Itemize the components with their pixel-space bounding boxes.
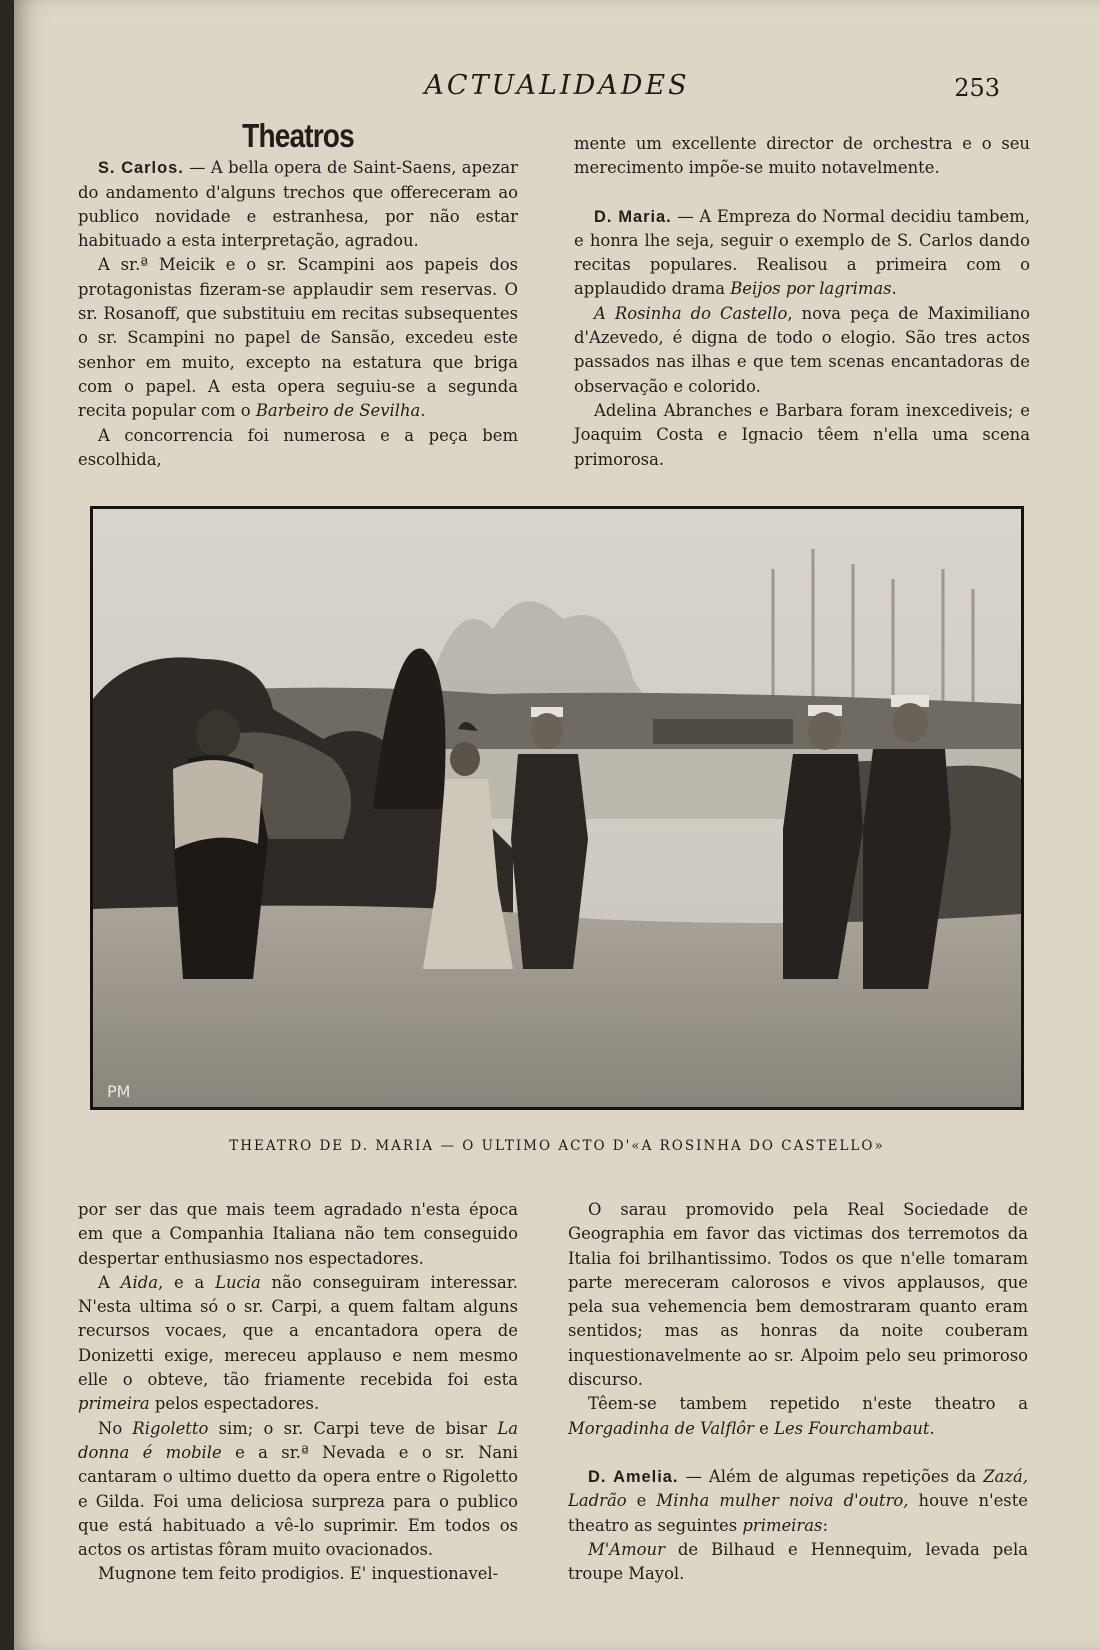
photographer-signature: PM bbox=[107, 1082, 131, 1101]
paragraph: A sr.ª Meicik e o sr. Scampini aos papeis dos protagonistas fizeram-se applaudir sem reservas. O sr. Rosanoff, que substituiu em recitas subsequentes o sr. Scampini no papel de Sansão, excedeu este senhor em muito, excepto na estatura que briga com o papel. A esta opera seguiu-se a segunda recita popular com o Barbeiro de Sevilha. bbox=[78, 255, 518, 421]
paragraph: S. Carlos. — A bella opera de Saint-Saens, apezar do andamento d'alguns trechos que offereceram ao publico novidade e estranhesa, por não estar habituado a esta interpretação, agradou. bbox=[78, 158, 518, 251]
column-left-top bbox=[78, 117, 518, 472]
magazine-page bbox=[14, 0, 1100, 1650]
paragraph: No Rigoletto sim; o sr. Carpi teve de bisar La donna é mobile e a sr.ª Nevada e o sr. Nani cantaram o ultimo duetto da opera entre o Rigoletto e Gilda. Foi uma deliciosa surpreza para o publico que está habituado a vê-lo suprimir. Em todos os actos os artistas fôram muito ovacionados. bbox=[78, 1418, 518, 1560]
paragraph: A Aida, e a Lucia não conseguiram interessar. N'esta ultima só o sr. Carpi, a quem faltam alguns recursos vocaes, que a encantadora opera de Donizetti exige, mereceu applauso e nem mesmo elle o obteve, tão friamente recebida foi esta primeira pelos espectadores. bbox=[78, 1272, 518, 1414]
column-right-bottom bbox=[568, 1198, 1028, 1586]
paragraph: A Rosinha do Castello, nova peça de Maximiliano d'Azevedo, é digna de todo o elogio. São tres actos passados nas ilhas e que tem scenas encantadoras de observação e colorido. bbox=[574, 303, 1030, 396]
section-head-d-maria: D. Maria. bbox=[594, 207, 672, 226]
paragraph: O sarau promovido pela Real Sociedade de Geographia em favor das victimas dos terremotos da Italia foi brilhantissimo. Todos os que n'elle tomaram parte mereceram calorosos e vivos applausos, que pela sua vehemencia bem demostraram quanto eram sentidos; mas as honras da noite couberam inquestionavelmente ao sr. Alpoim pelo seu primoroso discurso. bbox=[568, 1200, 1028, 1390]
paragraph: Adelina Abranches e Barbara foram inexcediveis; e Joaquim Costa e Ignacio têem n'ella uma scena primorosa. bbox=[574, 400, 1030, 469]
paragraph: por ser das que mais teem agradado n'esta época em que a Companhia Italiana não tem conseguido despertar enthusiasmo nos espectadores. bbox=[78, 1200, 518, 1268]
section-title: Theatros bbox=[242, 117, 354, 154]
paragraph: D. Maria. — A Empreza do Normal decidiu tambem, e honra lhe seja, seguir o exemplo de S. Carlos dando recitas populares. Realisou a primeira com o applaudido drama Beijos por lagrimas. bbox=[574, 206, 1030, 299]
page-number: 253 bbox=[954, 74, 1000, 102]
section-head-d-amelia: D. Amelia. bbox=[588, 1467, 679, 1486]
stage-photograph bbox=[90, 506, 1024, 1110]
column-left-bottom bbox=[78, 1198, 518, 1587]
stage-scene-illustration bbox=[93, 509, 1021, 1107]
running-header: ACTUALIDADES bbox=[424, 70, 690, 101]
section-head-s-carlos: S. Carlos. bbox=[98, 159, 184, 178]
paragraph: D. Amelia. — Além de algumas repetições da Zazá, Ladrão e Minha mulher noiva d'outro, houve n'este theatro as seguintes primeiras: bbox=[568, 1466, 1029, 1535]
paragraph: Mugnone tem feito prodigios. E' inquestionavel- bbox=[98, 1564, 499, 1584]
paragraph: mente um excellente director de orchestra e o seu merecimento impõe-se muito notavelmente. bbox=[574, 134, 1030, 178]
paragraph: A concorrencia foi numerosa e a peça bem escolhida, bbox=[78, 425, 518, 469]
column-right-top bbox=[574, 132, 1030, 472]
paragraph: M'Amour de Bilhaud e Hennequim, levada pela troupe Mayol. bbox=[568, 1539, 1028, 1584]
paragraph: Têem-se tambem repetido n'este theatro a Morgadinha de Valflôr e Les Fourchambaut. bbox=[568, 1394, 1028, 1438]
photo-caption: THEATRO DE D. MARIA — O ULTIMO ACTO D'«A ROSINHA DO CASTELLO» bbox=[229, 1138, 885, 1154]
